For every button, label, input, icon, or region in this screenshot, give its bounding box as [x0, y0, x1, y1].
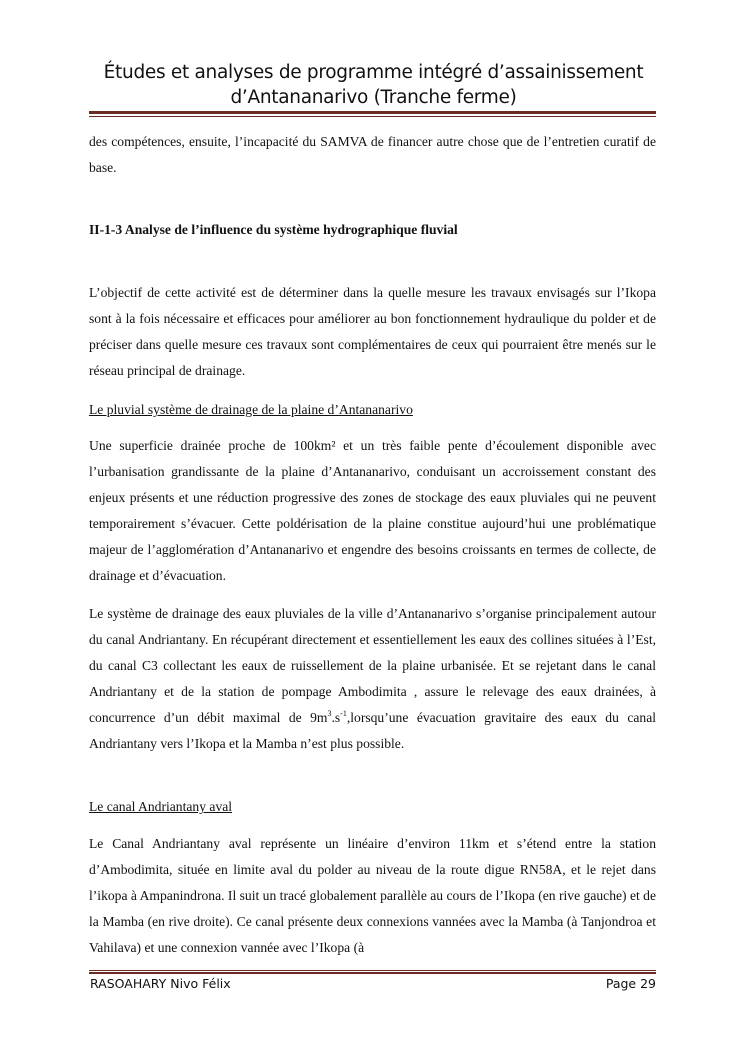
paragraph-superficie: Une superficie drainée proche de 100km² et un très faible pente d’écoulement disponible avec l’urbanisation grandissante de la plaine d’Antananarivo, conduisant un accroissement constant des enjeux présents et une réduction progressive des zones de stockage des eaux pluviales qui ne peuvent temporairement s’évacuer. Cette poldérisation de la plaine constitue aujourd’hui une problématique majeur de l’agglomération d’Antananarivo et engendre des besoins croissants en termes de collecte, de drainage et d’évacuation.	[89, 438, 656, 583]
subheading-canal: Le canal Andriantany aval	[89, 799, 233, 814]
paragraph-canal: Le Canal Andriantany aval représente un linéaire d’environ 11km et s’étend entre la station d’Ambodimita, située en limite aval du polder au niveau de la route digue RN58A, et le rejet dans l’ikopa à Ampanindrona. Il suit un tracé globalement parallèle au cours de l’Ikopa (en rive gauche) et de la Mamba (en rive droite). Ce canal présente deux connexions vannées avec la Mamba (à Tanjondroa et Vahilava) et une connexion vannée avec l’Ikopa (à	[89, 836, 656, 955]
footer-author: RASOAHARY Nivo Félix	[90, 976, 231, 991]
footer-rule-thick	[89, 972, 656, 974]
section-heading: II-1-3 Analyse de l’influence du système hydrographique fluvial	[89, 222, 458, 237]
footer-page-number: Page 29	[605, 976, 656, 991]
header-rule	[89, 111, 656, 114]
header-title-line-2: d’Antananarivo (Tranche ferme)	[230, 87, 517, 108]
systeme-text-b: .s	[331, 709, 341, 725]
subheading-pluvial: Le pluvial système de drainage de la plaine d’Antananarivo	[89, 402, 413, 417]
systeme-text-c: ,lorsqu’une évacuation gravitaire des eaux du canal Andriantany vers l’Ikopa et la Mamba n’est plus possible.	[89, 709, 657, 751]
paragraph-objectif: L’objectif de cette activité est de déterminer dans la quelle mesure les travaux envisagés sur l’Ikopa sont à la fois nécessaire et efficaces pour améliorer au bon fonctionnement hydraulique du polder et de préciser dans quelle mesure ces travaux sont complémentaires de ceux qui pourraient être menés sur le réseau principal de drainage.	[89, 285, 656, 378]
header-title-line-1: Études et analyses de programme intégré d’assainissement	[103, 62, 644, 83]
systeme-text-a: Le système de drainage des eaux pluviales de la ville d’Antananarivo s’organise principalement autour du canal Andriantany. En récupérant directement et essentiellement les eaux des collines situées à l’Est, du canal C3 collectant les eaux de ruissellement de la plaine urbanisée. Et se rejetant dans le canal Andriantany et de la station de pompage Ambodimita , assure le relevage des eaux drainées, à concurrence d’un débit maximal de 9m	[89, 606, 656, 725]
superscript-3: 3	[327, 708, 332, 718]
superscript-minus-1: -1	[340, 708, 347, 718]
paragraph-systeme-drainage	[89, 601, 656, 756]
paragraph-intro: des compétences, ensuite, l’incapacité du SAMVA de financer autre chose que de l’entretien curatif de base.	[89, 134, 656, 175]
footer-rule	[89, 970, 656, 971]
header-rule-thin	[89, 116, 656, 117]
running-header	[90, 60, 657, 110]
